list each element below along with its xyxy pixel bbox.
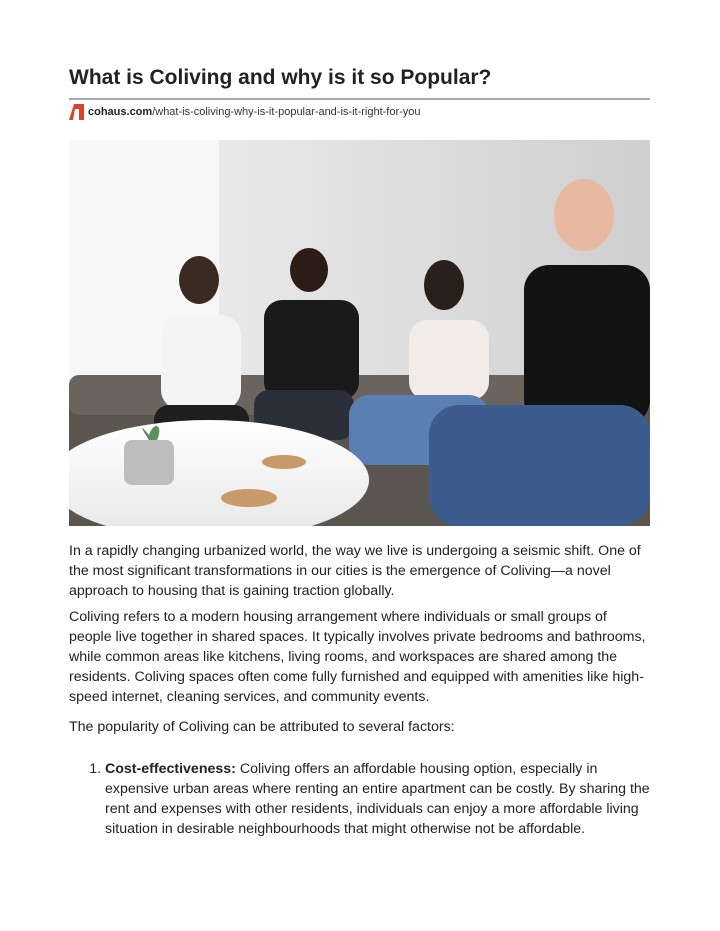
- title-divider: [69, 98, 650, 100]
- paragraph-factors-intro: The popularity of Coliving can be attributed to several factors:: [69, 719, 455, 735]
- list-item: [105, 759, 650, 839]
- source-line: [69, 104, 421, 120]
- article-body: [69, 541, 650, 839]
- hero-photo: [69, 140, 650, 526]
- source-path[interactable]: /what-is-coliving-why-is-it-popular-and-is-it-right-for-you: [152, 106, 421, 118]
- article-title: What is Coliving and why is it so Popular?: [69, 66, 492, 89]
- source-domain[interactable]: cohaus.com: [88, 106, 153, 118]
- factors-list: [69, 759, 650, 839]
- cohaus-logo-icon: [69, 104, 84, 120]
- list-item-text: Coliving offers an affordable housing option, especially in expensive urban areas where renting an entire apartment can be costly. By sharing the rent and expenses with other residents, individuals can enjoy a more affordable living situation in desirable neighbourhoods that might otherwise not be affordable.: [105, 761, 650, 837]
- paragraph-definition: Coliving refers to a modern housing arrangement where individuals or small groups of people live together in shared spaces. It typically involves private bedrooms and bathrooms, while common areas like kitchens, living rooms, and workspaces are shared among the residents. Coliving spaces often come fully furnished and equipped with amenities like high-speed internet, cleaning services, and community events.: [69, 609, 646, 705]
- friends-playing-video-games-photo: [69, 140, 650, 526]
- list-item-term: Cost-effectiveness:: [105, 761, 236, 777]
- paragraph-intro: In a rapidly changing urbanized world, the way we live is undergoing a seismic shift. One of the most significant transformations in our cities is the emergence of Coliving—a novel approach to housing that is gaining traction globally.: [69, 543, 641, 599]
